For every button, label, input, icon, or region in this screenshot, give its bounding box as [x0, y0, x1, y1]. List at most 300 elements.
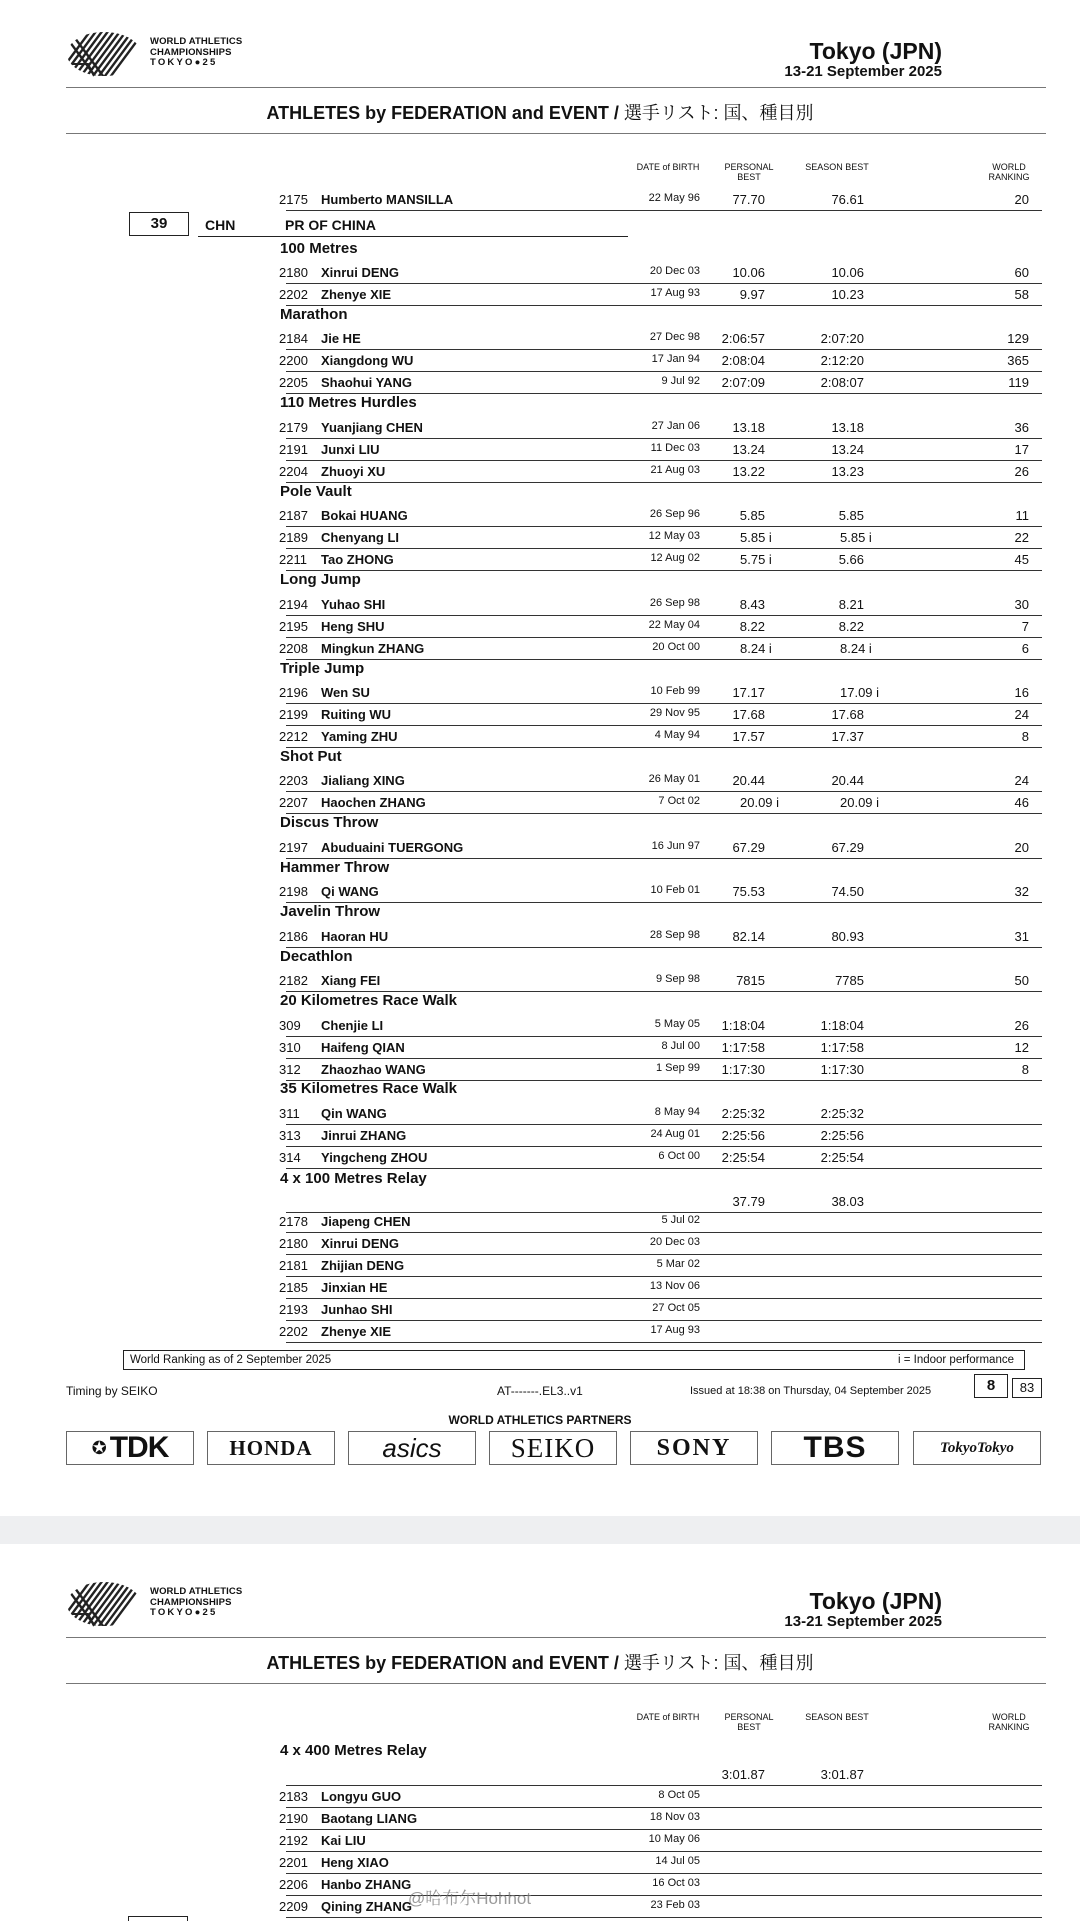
bib-number: 2209 — [279, 1899, 308, 1914]
row-rule — [286, 902, 1042, 903]
personal-best: 2:07:09 — [721, 375, 765, 390]
bib-number: 2180 — [279, 1236, 308, 1251]
event-heading: Triple Jump — [280, 660, 365, 677]
athlete-name: Haochen ZHANG — [321, 795, 426, 810]
partner-tdk-logo: ✪ TDK — [66, 1431, 194, 1465]
col-pb — [720, 1712, 778, 1732]
table-row — [0, 594, 1080, 616]
indoor-note: i = Indoor performance — [897, 1354, 1014, 1366]
ranking-date-note: World Ranking as of 2 September 2025 — [130, 1354, 332, 1366]
personal-best: 5.85 i — [740, 530, 772, 545]
season-best: 38.03 — [831, 1194, 864, 1209]
world-ranking: 36 — [1014, 420, 1029, 435]
bib-number: 2201 — [279, 1855, 308, 1870]
bib-number: 2182 — [279, 973, 308, 988]
athlete-name: Wen SU — [321, 685, 370, 700]
partner-sony-logo: SONY — [630, 1431, 758, 1465]
table-row — [0, 284, 1080, 306]
page-separator — [0, 1516, 1080, 1544]
personal-best: 77.70 — [732, 192, 765, 207]
personal-best: 13.22 — [732, 464, 765, 479]
tdk-emblem-icon: ✪ — [91, 1437, 107, 1458]
athlete-name: Baotang LIANG — [321, 1811, 418, 1826]
athlete-name: Qining ZHANG — [321, 1899, 412, 1914]
personal-best: 8.22 — [739, 619, 765, 634]
personal-best: 13.24 — [732, 442, 765, 457]
date-of-birth: 26 Sep 96 — [649, 508, 700, 520]
athlete-name: Yuanjiang CHEN — [321, 420, 423, 435]
date-of-birth: 9 Jul 92 — [661, 375, 700, 387]
table-row — [0, 704, 1080, 726]
partner-tbs-logo: TBS — [771, 1431, 899, 1465]
col-sb: SEASON BEST — [805, 162, 869, 172]
personal-best: 8.43 — [739, 597, 765, 612]
date-of-birth: 4 May 94 — [654, 729, 700, 741]
season-best: 2:25:32 — [820, 1106, 864, 1121]
personal-best: 13.18 — [732, 420, 765, 435]
page-title-jp: 選手リスト: 国、種目別 — [623, 103, 814, 123]
table-row — [0, 328, 1080, 350]
championships-logo — [66, 1580, 266, 1628]
bib-number: 2178 — [279, 1214, 308, 1229]
bib-number: 310 — [279, 1040, 301, 1055]
venue-dates: 13-21 September 2025 — [784, 1613, 942, 1630]
bib-number: 2205 — [279, 375, 308, 390]
personal-best: 1:18:04 — [721, 1018, 765, 1033]
federation-number — [128, 1916, 188, 1921]
world-ranking: 50 — [1014, 973, 1029, 988]
athlete-name: Zhenye XIE — [321, 287, 392, 302]
world-ranking: 11 — [1015, 508, 1029, 523]
table-row — [0, 1786, 1080, 1808]
date-of-birth: 12 Aug 02 — [650, 552, 700, 564]
world-ranking: 365 — [1007, 353, 1029, 368]
athlete-name: Qin WANG — [321, 1106, 387, 1121]
date-of-birth: 17 Aug 93 — [650, 1324, 700, 1336]
event-heading: Shot Put — [280, 748, 342, 765]
logo-line-3: TOKYO●25 — [150, 57, 218, 68]
table-row — [0, 1255, 1080, 1277]
table-row — [0, 638, 1080, 660]
personal-best: 20.09 i — [740, 795, 780, 810]
venue-city: Tokyo (JPN) — [809, 1588, 942, 1614]
bib-number: 2187 — [279, 508, 308, 523]
table-row — [0, 1321, 1080, 1343]
partner-asics-logo: asics — [348, 1431, 476, 1465]
bib-number: 2197 — [279, 840, 308, 855]
season-best: 1:17:58 — [820, 1040, 864, 1055]
event-heading: Discus Throw — [280, 814, 379, 831]
athlete-name: Ruiting WU — [321, 707, 392, 722]
event-heading: 20 Kilometres Race Walk — [280, 992, 458, 1009]
season-best: 3:01.87 — [820, 1767, 864, 1782]
season-best: 67.29 — [831, 840, 864, 855]
season-best: 7785 — [835, 973, 864, 988]
col-pb-1: PERSONAL — [724, 162, 774, 172]
table-row — [0, 1277, 1080, 1299]
championships-logo — [66, 30, 266, 78]
season-best: 17.09 i — [840, 685, 880, 700]
athlete-name: Jie HE — [321, 331, 361, 346]
bib-number: 2202 — [279, 1324, 308, 1339]
world-ranking: 12 — [1014, 1040, 1029, 1055]
venue-block — [784, 1588, 942, 1630]
date-of-birth: 5 Jul 02 — [661, 1214, 700, 1226]
issued-timestamp: Issued at 18:38 on Thursday, 04 September 2025 — [690, 1385, 932, 1397]
partners-title: WORLD ATHLETICS PARTNERS — [448, 1413, 632, 1427]
bib-number: 2193 — [279, 1302, 308, 1317]
row-rule — [286, 747, 1042, 748]
season-best: 13.24 — [831, 442, 864, 457]
personal-best: 1:17:58 — [721, 1040, 765, 1055]
world-ranking: 20 — [1014, 192, 1029, 207]
athlete-name: Qi WANG — [321, 884, 379, 899]
page-title — [0, 99, 1080, 125]
venue-city: Tokyo (JPN) — [809, 38, 942, 64]
athlete-name: Zhijian DENG — [321, 1258, 405, 1273]
world-ranking: 30 — [1014, 597, 1029, 612]
table-row — [0, 1059, 1080, 1081]
athlete-name: Jiapeng CHEN — [321, 1214, 411, 1229]
logo-line-1: WORLD ATHLETICS — [150, 36, 243, 47]
season-best: 1:17:30 — [820, 1062, 864, 1077]
season-best: 5.85 i — [840, 530, 872, 545]
table-row — [0, 417, 1080, 439]
table-row — [0, 1896, 1080, 1918]
season-best: 2:12:20 — [820, 353, 864, 368]
world-ranking: 6 — [1021, 641, 1029, 656]
bib-number: 2200 — [279, 353, 308, 368]
season-best: 10.23 — [831, 287, 864, 302]
personal-best: 5.75 i — [740, 552, 772, 567]
personal-best: 1:17:30 — [721, 1062, 765, 1077]
bib-number: 2196 — [279, 685, 308, 700]
world-ranking: 60 — [1014, 265, 1029, 280]
col-dob: DATE of BIRTH — [636, 162, 700, 172]
season-best: 20.44 — [831, 773, 864, 788]
col-rank-2: RANKING — [988, 172, 1030, 182]
bib-number: 2191 — [279, 442, 308, 457]
row-rule — [286, 947, 1042, 948]
world-ranking: 119 — [1008, 375, 1029, 390]
row-rule — [286, 858, 1042, 859]
bib-number: 2203 — [279, 773, 308, 788]
bib-number: 309 — [279, 1018, 301, 1033]
personal-best: 17.68 — [732, 707, 765, 722]
page-title-en: ATHLETES by FEDERATION and EVENT / — [266, 1653, 619, 1673]
season-best: 8.24 i — [840, 641, 872, 656]
bib-number: 312 — [279, 1062, 301, 1077]
event-heading: 110 Metres Hurdles — [280, 394, 417, 411]
bib-number: 2206 — [279, 1877, 308, 1892]
title-rule — [66, 133, 1046, 134]
row-rule — [286, 482, 1042, 483]
personal-best: 75.53 — [732, 884, 765, 899]
athlete-name: Zhenye XIE — [321, 1324, 392, 1339]
table-row — [0, 837, 1080, 859]
date-of-birth: 29 Nov 95 — [649, 707, 700, 719]
athlete-name: Heng XIAO — [321, 1855, 389, 1870]
world-ranking: 24 — [1014, 707, 1029, 722]
season-best: 10.06 — [831, 265, 864, 280]
athlete-name: Junhao SHI — [321, 1302, 393, 1317]
bib-number: 314 — [279, 1150, 301, 1165]
date-of-birth: 17 Jan 94 — [651, 353, 700, 365]
bib-number: 2190 — [279, 1811, 308, 1826]
bib-number: 2208 — [279, 641, 308, 656]
athlete-name: Yuhao SHI — [321, 597, 386, 612]
date-of-birth: 6 Oct 00 — [658, 1150, 700, 1162]
row-rule — [286, 210, 1042, 211]
world-ranking: 24 — [1014, 773, 1029, 788]
table-row — [0, 682, 1080, 704]
date-of-birth: 8 Jul 00 — [661, 1040, 700, 1052]
bib-number: 2195 — [279, 619, 308, 634]
athlete-name: Mingkun ZHANG — [321, 641, 425, 656]
row-rule — [286, 305, 1042, 306]
event-heading: 4 x 100 Metres Relay — [280, 1170, 427, 1187]
season-best: 2:25:56 — [820, 1128, 864, 1143]
col-dob: DATE of BIRTH — [636, 1712, 700, 1722]
col-rank — [982, 162, 1036, 182]
season-best: 76.61 — [831, 192, 864, 207]
federation-rule — [198, 236, 628, 237]
personal-best: 17.57 — [732, 729, 765, 744]
personal-best: 82.14 — [732, 929, 765, 944]
table-row — [0, 1808, 1080, 1830]
world-ranking: 129 — [1007, 331, 1029, 346]
bib-number: 2180 — [279, 265, 308, 280]
page-title-en: ATHLETES by FEDERATION and EVENT / — [266, 103, 619, 123]
table-row — [0, 1852, 1080, 1874]
athlete-name: Tao ZHONG — [321, 552, 394, 567]
logo-line-2: CHAMPIONSHIPS — [150, 46, 232, 58]
logo-line-2: CHAMPIONSHIPS — [150, 1596, 232, 1608]
table-row — [0, 616, 1080, 638]
table-row — [0, 1037, 1080, 1059]
world-ranking: 31 — [1014, 929, 1029, 944]
date-of-birth: 20 Oct 00 — [652, 641, 700, 653]
table-row — [0, 549, 1080, 571]
col-rank-2: RANKING — [988, 1722, 1030, 1732]
personal-best: 3:01.87 — [721, 1767, 765, 1782]
event-heading: Hammer Throw — [280, 859, 390, 876]
world-ranking: 22 — [1014, 530, 1029, 545]
watermark: @哈布尔Hohhot — [408, 1889, 532, 1908]
bib-number: 2186 — [279, 929, 308, 944]
athlete-name: Jinrui ZHANG — [321, 1128, 407, 1143]
personal-best: 37.79 — [732, 1194, 765, 1209]
date-of-birth: 5 Mar 02 — [656, 1258, 700, 1270]
table-row — [0, 1764, 1080, 1786]
season-best: 8.21 — [838, 597, 864, 612]
col-rank — [982, 1712, 1036, 1732]
table-row — [0, 1233, 1080, 1255]
world-ranking: 32 — [1014, 884, 1029, 899]
athlete-name: Bokai HUANG — [321, 508, 408, 523]
row-rule — [286, 570, 1042, 571]
season-best: 5.66 — [838, 552, 864, 567]
world-ranking: 26 — [1014, 464, 1029, 479]
partner-honda-logo: HONDA — [207, 1431, 335, 1465]
table-row — [0, 1211, 1080, 1233]
personal-best: 2:25:56 — [721, 1128, 765, 1143]
header-rule — [66, 87, 1046, 88]
athlete-name: Longyu GUO — [321, 1789, 402, 1804]
date-of-birth: 21 Aug 03 — [650, 464, 700, 476]
world-ranking: 26 — [1014, 1018, 1029, 1033]
athlete-name: Haoran HU — [321, 929, 389, 944]
bib-number: 2207 — [279, 795, 308, 810]
date-of-birth: 20 Dec 03 — [649, 1236, 700, 1248]
row-rule — [286, 1080, 1042, 1081]
table-row — [0, 1103, 1080, 1125]
personal-best: 17.17 — [732, 685, 765, 700]
report-code: AT-------.EL3..v1 — [497, 1384, 583, 1398]
table-row — [0, 926, 1080, 948]
page-title — [0, 1649, 1080, 1675]
date-of-birth: 12 May 03 — [648, 530, 700, 542]
table-row — [0, 726, 1080, 748]
table-row — [0, 1191, 1080, 1213]
table-row — [0, 881, 1080, 903]
athlete-name: Yaming ZHU — [321, 729, 398, 744]
personal-best: 2:25:54 — [721, 1150, 765, 1165]
table-row — [0, 527, 1080, 549]
col-rank-1: WORLD — [992, 1712, 1026, 1722]
col-pb — [720, 162, 778, 182]
athlete-name: Xiangdong WU — [321, 353, 414, 368]
date-of-birth: 20 Dec 03 — [649, 265, 700, 277]
event-heading: Long Jump — [280, 571, 361, 588]
page-title-jp: 選手リスト: 国、種目別 — [623, 1653, 814, 1673]
personal-best: 20.44 — [732, 773, 765, 788]
date-of-birth: 17 Aug 93 — [650, 287, 700, 299]
date-of-birth: 10 Feb 99 — [650, 685, 700, 697]
date-of-birth: 16 Oct 03 — [652, 1877, 700, 1889]
athlete-name: Kai LIU — [321, 1833, 366, 1848]
date-of-birth: 24 Aug 01 — [650, 1128, 700, 1140]
bib-number: 2199 — [279, 707, 308, 722]
bib-number: 311 — [279, 1106, 300, 1121]
world-ranking: 7 — [1021, 619, 1029, 634]
bib-number: 2189 — [279, 530, 308, 545]
partner-tokyo-logo: TokyoTokyo — [913, 1431, 1041, 1465]
athlete-name: Hanbo ZHANG — [321, 1877, 412, 1892]
world-ranking: 8 — [1021, 1062, 1029, 1077]
athlete-name: Heng SHU — [321, 619, 385, 634]
date-of-birth: 7 Oct 02 — [658, 795, 700, 807]
logo-line-3: TOKYO●25 — [150, 1607, 218, 1618]
bib-number: 2202 — [279, 287, 308, 302]
season-best: 2:08:07 — [820, 375, 864, 390]
world-ranking: 8 — [1021, 729, 1029, 744]
athlete-name: Jinxian HE — [321, 1280, 388, 1295]
personal-best: 2:08:04 — [721, 353, 765, 368]
row-rule — [286, 1168, 1042, 1169]
bib-number: 2198 — [279, 884, 308, 899]
date-of-birth: 27 Jan 06 — [651, 420, 700, 432]
table-row — [0, 350, 1080, 372]
bib-number: 2179 — [279, 420, 308, 435]
venue-block — [784, 38, 942, 80]
date-of-birth: 13 Nov 06 — [649, 1280, 700, 1292]
venue-dates: 13-21 September 2025 — [784, 63, 942, 80]
date-of-birth: 22 May 04 — [648, 619, 700, 631]
athlete-name: Haifeng QIAN — [321, 1040, 405, 1055]
bib-number: 2192 — [279, 1833, 308, 1848]
world-ranking: 45 — [1014, 552, 1029, 567]
season-best: 74.50 — [831, 884, 864, 899]
bib-number: 2212 — [279, 729, 308, 744]
legend-box — [123, 1350, 1025, 1370]
bib-number: 2175 — [279, 192, 308, 207]
results-page-2 — [0, 1544, 1080, 1921]
athlete-name: Zhuoyi XU — [321, 464, 386, 479]
federation-number: 39 — [129, 212, 189, 236]
athlete-name: Junxi LIU — [321, 442, 380, 457]
season-best: 17.68 — [831, 707, 864, 722]
table-row — [0, 770, 1080, 792]
table-row — [0, 970, 1080, 992]
table-row — [0, 189, 1080, 211]
table-row — [0, 1147, 1080, 1169]
athlete-name: Jialiang XING — [321, 773, 405, 788]
federation-name: PR OF CHINA — [285, 217, 376, 233]
personal-best: 2:06:57 — [721, 331, 765, 346]
bib-number: 313 — [279, 1128, 301, 1143]
table-row — [0, 372, 1080, 394]
table-row — [0, 1299, 1080, 1321]
event-heading: Pole Vault — [280, 483, 352, 500]
personal-best: 67.29 — [732, 840, 765, 855]
date-of-birth: 11 Dec 03 — [650, 442, 700, 454]
date-of-birth: 16 Jun 97 — [651, 840, 700, 852]
col-pb-1: PERSONAL — [724, 1712, 774, 1722]
season-best: 13.18 — [831, 420, 864, 435]
athlete-name: Chenjie LI — [321, 1018, 384, 1033]
date-of-birth: 8 Oct 05 — [658, 1789, 700, 1801]
date-of-birth: 27 Oct 05 — [652, 1302, 700, 1314]
table-row — [0, 792, 1080, 814]
row-rule — [286, 991, 1042, 992]
athlete-name: Zhaozhao WANG — [321, 1062, 426, 1077]
world-ranking: 16 — [1014, 685, 1029, 700]
date-of-birth: 8 May 94 — [654, 1106, 700, 1118]
athlete-name: Xiang FEI — [321, 973, 381, 988]
page-number: 8 — [974, 1374, 1008, 1398]
athlete-name: Yingcheng ZHOU — [321, 1150, 428, 1165]
partner-seiko-logo: SEIKO — [489, 1431, 617, 1465]
table-row — [0, 1015, 1080, 1037]
event-heading: Marathon — [280, 306, 348, 323]
personal-best: 8.24 i — [740, 641, 772, 656]
row-rule — [286, 393, 1042, 394]
athlete-name: Xinrui DENG — [321, 265, 400, 280]
table-row — [0, 1125, 1080, 1147]
date-of-birth: 1 Sep 99 — [655, 1062, 700, 1074]
world-ranking: 20 — [1014, 840, 1029, 855]
season-best: 13.23 — [831, 464, 864, 479]
table-row — [0, 439, 1080, 461]
row-rule — [286, 659, 1042, 660]
table-row — [0, 262, 1080, 284]
event-heading: 4 x 400 Metres Relay — [280, 1742, 427, 1759]
header-rule — [66, 1637, 1046, 1638]
bib-number: 2184 — [279, 331, 308, 346]
date-of-birth: 22 May 96 — [648, 192, 700, 204]
personal-best: 9.97 — [739, 287, 765, 302]
